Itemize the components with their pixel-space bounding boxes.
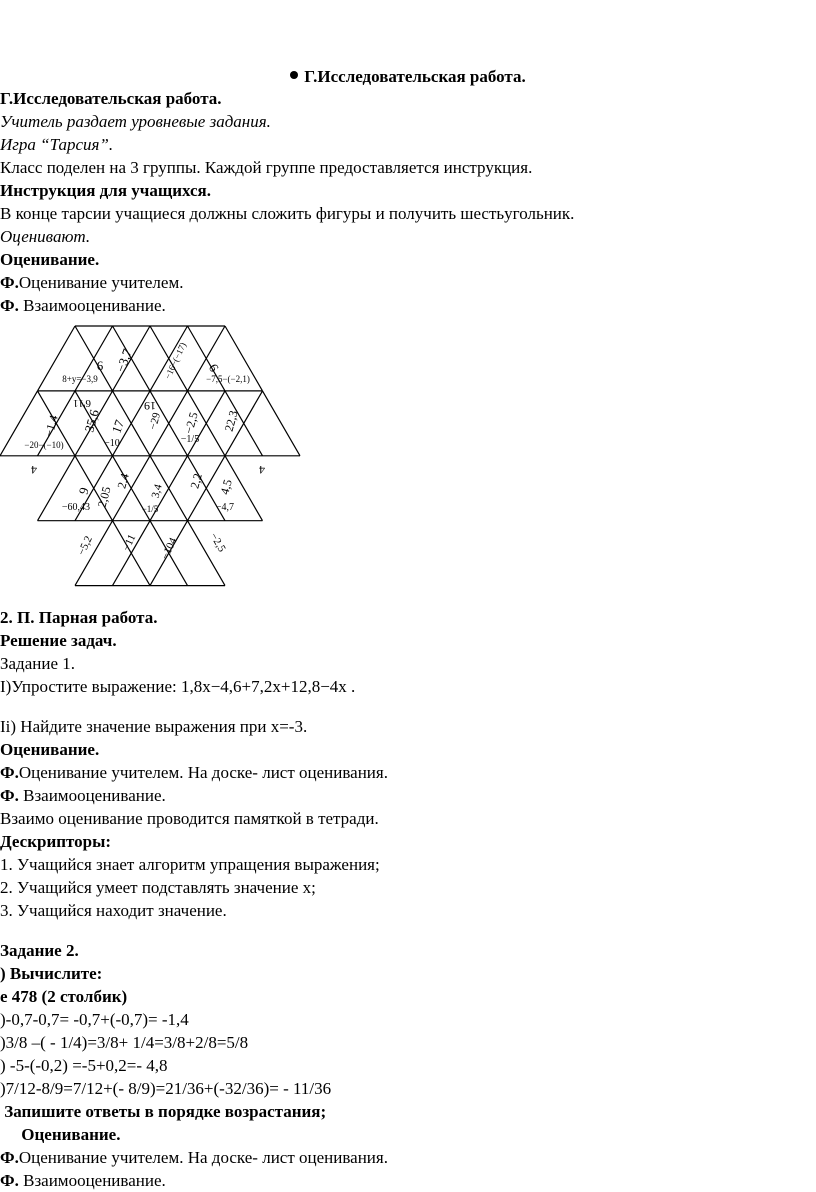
line-text: Оценивание учителем. На доске- лист оценивания.: [18, 763, 388, 782]
tarsia-label: 9: [75, 485, 92, 496]
text-line: [0, 762, 388, 784]
text-line: Игра “Тарсия”.: [0, 135, 114, 154]
text-line: [0, 1170, 166, 1192]
bullet-icon: [290, 71, 298, 79]
text-line: 3. Учащийся находит значение.: [0, 901, 227, 920]
tarsia-label: 2,2: [187, 471, 205, 491]
section-heading: Дескрипторы:: [0, 832, 112, 851]
page-title-text: Г.Исследовательская работа.: [304, 67, 526, 86]
tarsia-label: −2,5: [207, 530, 228, 555]
tarsia-label: 4: [259, 463, 265, 477]
tarsia-label: 6'11: [72, 397, 92, 409]
line-text: Взаимооценивание.: [18, 786, 166, 805]
tarsia-hexagon: [0, 322, 320, 592]
tarsia-label: −4,7: [215, 502, 235, 513]
tarsia-label: −5,2: [75, 534, 95, 558]
text-line: [0, 295, 166, 317]
text-line: ) -5-(-0,2) =-5+0,2=- 4,8: [0, 1056, 168, 1075]
tarsia-label: −1/5: [180, 434, 200, 445]
line-text: Взаимооценивание.: [18, 1171, 166, 1190]
section-heading: Г.Исследовательская работа.: [0, 89, 222, 108]
bold-prefix: Ф.: [0, 786, 19, 805]
tarsia-label: 3,4: [149, 483, 165, 500]
bold-prefix: Ф.: [0, 763, 19, 782]
tarsia-label: 2,4: [114, 471, 132, 491]
text-line: 2. Учащийся умеет подставлять значение x;: [0, 878, 316, 897]
text-line: В конце тарсии учащиеся должны сложить фигуры и получить шестьугольник.: [0, 204, 575, 223]
text-line: [0, 272, 183, 294]
section-heading: ) Вычислите:: [0, 964, 103, 983]
tarsia-label: −7,5−(−2,1): [206, 374, 250, 384]
bold-prefix: Ф.: [0, 273, 19, 292]
text-line: 1. Учащийся знает алгоритм упращения выражения;: [0, 855, 380, 874]
line-text: Оценивание учителем. На доске- лист оценивания.: [18, 1148, 388, 1167]
tarsia-label: 4: [31, 463, 37, 477]
text-line: [0, 785, 166, 807]
tarsia-label: −3,7: [112, 346, 135, 375]
page-title: [0, 66, 816, 88]
bold-prefix: Ф.: [0, 1148, 19, 1167]
text-line: )-0,7-0,7= -0,7+(-0,7)= -1,4: [0, 1010, 189, 1029]
tarsia-label: −2,5: [181, 410, 201, 436]
tarsia-label: −11: [120, 532, 139, 553]
text-line: Оценивают.: [0, 227, 91, 246]
text-line: I)Упростите выражение: 1,8x−4,6+7,2x+12,8−4x .: [0, 677, 356, 696]
text-line: Взаимо оценивание проводится памяткой в тетради.: [0, 809, 379, 828]
section-heading: Запишите ответы в порядке возрастания;: [0, 1102, 327, 1121]
tarsia-label: 35,6: [81, 407, 102, 434]
tarsia-label: 6: [96, 358, 104, 373]
tarsia-label: −20−(−10): [24, 440, 64, 450]
line-text: Взаимооценивание.: [18, 296, 166, 315]
tarsia-label: −60,43: [61, 502, 91, 513]
grid-line: [188, 521, 226, 586]
tarsia-label: 4,5: [217, 477, 235, 497]
section-heading: Оценивание.: [0, 740, 100, 759]
tarsia-label: −29: [147, 411, 164, 432]
bold-prefix: Ф.: [0, 296, 19, 315]
text-line: Задание 1.: [0, 654, 75, 673]
section-heading: 2. П. Парная работа.: [0, 608, 158, 627]
tarsia-label: −1,4: [41, 413, 61, 439]
tarsia-label: −104: [159, 535, 180, 562]
tarsia-label: 17: [108, 417, 128, 436]
tarsia-label: 22,3: [221, 409, 241, 433]
text-line: Класс поделен на 3 группы. Каждой группе предоставляется инструкция.: [0, 158, 533, 177]
tarsia-label: −16−(−17): [162, 340, 189, 381]
grid-line: [263, 391, 301, 456]
text-line: )7/12-8/9=7/12+(- 8/9)=21/36+(-32/36)= - 11/36: [0, 1079, 332, 1098]
tarsia-label: 6: [205, 361, 223, 375]
section-heading: Оценивание.: [0, 250, 100, 269]
tarsia-label: 8+y=−3,9: [62, 374, 98, 384]
line-text: Оценивание учителем.: [18, 273, 184, 292]
text-line: )3/8 –( - 1/4)=3/8+ 1/4=3/8+2/8=5/8: [0, 1033, 249, 1052]
section-heading: Решение задач.: [0, 631, 117, 650]
text-line: [0, 1147, 388, 1169]
text-line: Учитель раздает уровневые задания.: [0, 112, 271, 131]
text-line: Ii) Найдите значение выражения при x=-3.: [0, 717, 308, 736]
bold-prefix: Ф.: [0, 1171, 19, 1190]
section-heading: Задание 2.: [0, 941, 79, 960]
section-heading: Оценивание.: [0, 1125, 121, 1144]
tarsia-label: 2,05: [94, 485, 114, 509]
tarsia-label: −10: [104, 438, 120, 449]
section-heading: Инструкция для учащихся.: [0, 181, 212, 200]
tarsia-label: 19: [144, 399, 156, 413]
tarsia-label: −1/5: [141, 504, 159, 514]
section-heading: е 478 (2 столбик): [0, 987, 128, 1006]
